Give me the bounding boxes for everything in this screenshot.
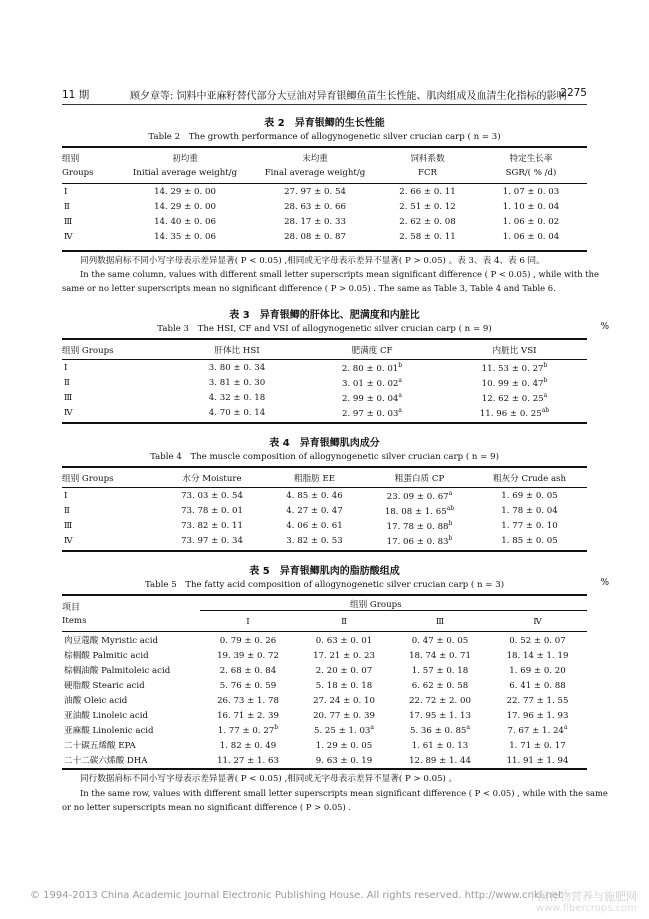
table-row: Ⅲ 73. 82 ± 0. 11 4. 06 ± 0. 61 17. 78 ± 0. 88$^b$ 1. 77 ± 0. 10 [64, 519, 558, 532]
table5-item-en: Items [62, 616, 87, 626]
table5-caption-en: Table 5 The fatty acid composition of allogynogenetic silver crucian carp ( n = 3) [144, 580, 505, 590]
table4-header: 粗脂肪 EE [293, 473, 336, 484]
table2-header-en: SGR/( % /d) [505, 167, 557, 178]
watermark-cn: 中国作物营养与施肥网 [527, 890, 637, 903]
table4-top-rule [62, 466, 587, 468]
table-row: 二十二碳六烯酸 DHA 11. 27 ± 1. 63 9. 63 ± 0. 19 12. 89 ± 1. 44 11. 91 ± 1. 94 [64, 755, 569, 766]
table2-note-en: same or no letter superscripts mean no significant difference ( P > 0.05) . The same as Table 3, Table 4 and Table 6. [62, 283, 556, 293]
table2-caption-cn: 表 2 异育银鲫的生长性能 [264, 118, 385, 129]
running-title: 顾夕章等: 饲料中亚麻籽替代部分大豆油对异育银鲫鱼苗生长性能、肌肉组成及血清生化指标的影响 [130, 91, 567, 102]
table4-caption-en: Table 4 The muscle composition of allogynogenetic silver crucian carp ( n = 9) [150, 452, 499, 462]
table4-header: 水分 Moisture [182, 473, 242, 484]
table2-top-rule [62, 146, 587, 148]
table4 [62, 470, 587, 548]
table-row: 肉豆蔻酸 Myristic acid 0. 79 ± 0. 26 0. 63 ± 0. 01 0. 47 ± 0. 05 0. 52 ± 0. 07 [64, 635, 566, 646]
table-row: 二十碳五烯酸 EPA 1. 82 ± 0. 49 1. 29 ± 0. 05 1. 61 ± 0. 13 1. 71 ± 0. 17 [64, 740, 566, 751]
table5-note-en: or no letter superscripts mean no significant difference ( P > 0.05) . [62, 802, 352, 812]
table2-note-en: In the same column, values with different small letter superscripts mean significant difference ( P < 0.05) , while with the [80, 269, 599, 279]
table-row: 硬脂酸 Stearic acid 5. 76 ± 0. 59 5. 18 ± 0. 18 6. 62 ± 0. 58 6. 41 ± 0. 88 [64, 680, 566, 691]
table2 [62, 150, 587, 244]
table3-bottom-rule [62, 422, 587, 424]
table-row: 亚麻酸 Linolenic acid 1. 77 ± 0. 27$^b$ 5. 25 ± 1. 03$^a$ 5. 36 ± 0. 85$^a$ 7. 67 ± 1. 24$^a$ [64, 723, 568, 736]
table2-header-cn: 特定生长率 [509, 153, 553, 164]
table-row: Ⅲ 14. 40 ± 0. 06 28. 17 ± 0. 33 2. 62 ± 0. 08 1. 06 ± 0. 02 [64, 216, 560, 227]
table5-note-cn: 同行数据肩标不同小写字母表示差异显著( P < 0.05) ,相同或无字母表示差异不显著( P > 0.05) 。 [80, 774, 458, 784]
table2-header-en: Groups [62, 167, 94, 178]
table2-header-cn: 初均重 [172, 153, 198, 164]
table5-group-label: Ⅱ [341, 616, 347, 627]
table4-header: 粗蛋白质 CP [394, 473, 445, 484]
table-row: 亚油酸 Linoleic acid 16. 71 ± 2. 39 20. 77 ± 0. 39 17. 95 ± 1. 13 17. 96 ± 1. 93 [64, 710, 569, 721]
table3-unit: % [600, 322, 609, 332]
table-row: Ⅰ 3. 80 ± 0. 34 2. 80 ± 0. 01$^b$ 11. 53 ± 0. 27$^b$ [64, 361, 548, 374]
table2-header-en: Final average weight/g [264, 167, 366, 178]
table3 [62, 342, 587, 420]
table-row: Ⅳ 4. 70 ± 0. 14 2. 97 ± 0. 03$^a$ 11. 96 ± 0. $25^{ab}$ [64, 406, 550, 419]
table3-header: 肝体比 HSI [214, 345, 260, 356]
table2-note-cn: 同列数据肩标不同小写字母表示差异显著( P < 0.05) ,相同或无字母表示差异不显著( P > 0.05) 。表 3、表 4、表 6 同。 [80, 256, 545, 266]
table5-caption-cn: 表 5 异育银鲫肌肉的脂肪酸组成 [249, 566, 400, 577]
table-row: 棕榈油酸 Palmitoleic acid 2. 68 ± 0. 84 2. 20 ± 0. 07 1. 57 ± 0. 18 1. 69 ± 0. 20 [64, 665, 566, 676]
watermark-url: www.fibercrops.com [535, 903, 637, 914]
table2-header-cn: 组别 [62, 153, 80, 164]
table4-header: 粗灰分 Crude ash [492, 473, 567, 484]
table2-header-cn: 末均重 [302, 153, 328, 164]
table5-group-label: Ⅳ [533, 616, 542, 627]
table2-header-en: FCR [417, 167, 437, 178]
table3-caption-cn: 表 3 异育银鲫的肝体比、肥满度和内脏比 [229, 310, 420, 321]
table4-caption-cn: 表 4 异育银鲫肌肉成分 [269, 438, 380, 449]
table5-top-rule [62, 594, 587, 596]
table-row: Ⅱ 3. 81 ± 0. 30 3. 01 ± 0. 02$^a$ 10. 99 ± 0. 47$^b$ [64, 376, 548, 389]
table5-group-rule [200, 610, 587, 611]
table3-header: 肥满度 CF [351, 345, 393, 356]
page-number: 2275 [560, 87, 587, 99]
table2-header-en: Initial average weight/g [132, 167, 238, 178]
table3-header: 组别 Groups [62, 345, 114, 356]
table-row: Ⅳ 14. 35 ± 0. 06 28. 08 ± 0. 87 2. 58 ± 0. 11 1. 06 ± 0. 04 [64, 231, 560, 242]
table-row: Ⅲ 4. 32 ± 0. 18 2. 99 ± 0. 04$^a$ 12. 62 ± 0. 25$^a$ [64, 391, 548, 404]
table-row: Ⅱ 73. 78 ± 0. 01 4. 27 ± 0. 47 18. 08 ± 1. $65^{ab}$ 1. 78 ± 0. 04 [64, 504, 558, 517]
table-row: Ⅰ 14. 29 ± 0. 00 27. 97 ± 0. 54 2. 66 ± 0. 11 1. 07 ± 0. 03 [64, 186, 560, 197]
table5-group-label: Ⅲ [435, 616, 445, 627]
table-row: Ⅰ 73. 03 ± 0. 54 4. 85 ± 0. 46 23. 09 ± 0. 67$^a$ 1. 69 ± 0. 05 [64, 489, 558, 502]
table3-header: 内脏比 VSI [492, 345, 537, 356]
table2-caption-en: Table 2 The growth performance of allogynogenetic silver crucian carp ( n = 3) [148, 132, 501, 142]
table4-bottom-rule [62, 550, 587, 552]
table-row: Ⅳ 73. 97 ± 0. 34 3. 82 ± 0. 53 17. 06 ± 0. 83$^b$ 1. 85 ± 0. 05 [64, 534, 558, 547]
table5 [62, 614, 587, 767]
table5-group-label: Ⅰ [246, 616, 250, 627]
issue-label: 11 期 [62, 89, 90, 101]
table-row: 油酸 Oleic acid 26. 73 ± 1. 78 27. 24 ± 0. 10 22. 72 ± 2. 00 22. 77 ± 1. 55 [64, 695, 569, 706]
table5-item-cn: 项目 [62, 603, 81, 613]
table2-header-cn: 饲料系数 [410, 153, 445, 164]
table5-group-header: 组别 Groups [350, 600, 402, 610]
table5-note-en: In the same row, values with different small letter superscripts mean significant difference ( P < 0.05) , while with the same [80, 788, 608, 798]
table-row: 棕榈酸 Palmitic acid 19. 39 ± 0. 72 17. 21 ± 0. 23 18. 74 ± 0. 71 18. 14 ± 1. 19 [64, 650, 569, 661]
table2-bottom-rule [62, 250, 587, 252]
running-header [62, 84, 587, 105]
copyright-footer: © 1994-2013 China Academic Journal Electronic Publishing House. All rights reserved. http://www.cnki.net [30, 890, 562, 901]
table3-caption-en: Table 3 The HSI, CF and VSI of allogynogenetic silver crucian carp ( n = 9) [157, 324, 492, 334]
table3-top-rule [62, 338, 587, 340]
table-row: Ⅱ 14. 29 ± 0. 00 28. 63 ± 0. 66 2. 51 ± 0. 12 1. 10 ± 0. 04 [64, 201, 560, 212]
table4-header: 组别 Groups [62, 473, 114, 484]
table5-bottom-rule [62, 768, 587, 770]
table5-unit: % [600, 578, 609, 588]
